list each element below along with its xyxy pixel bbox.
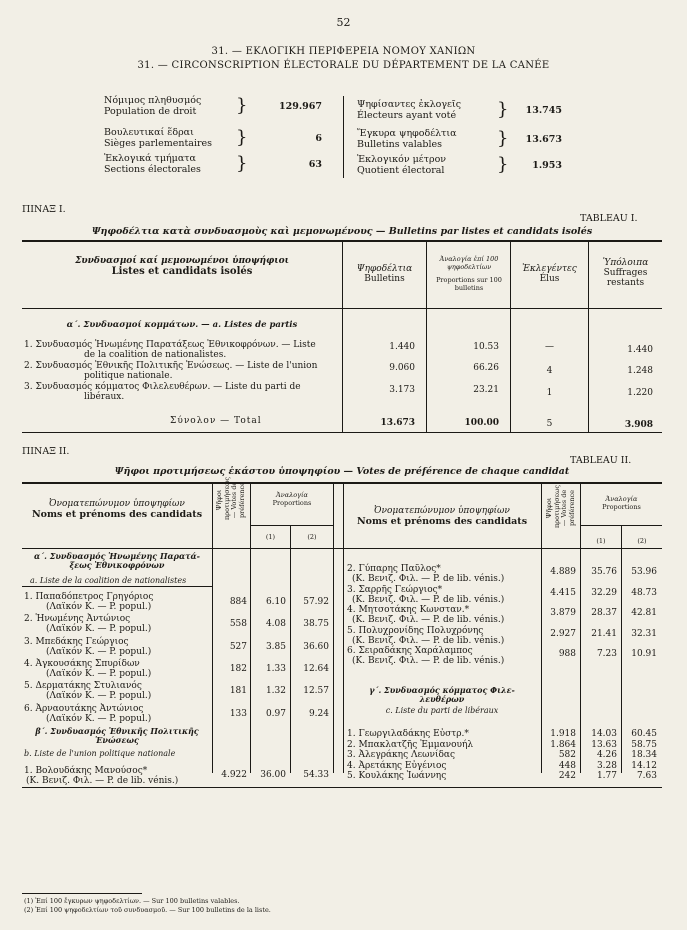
summary-value: 1.953 [532, 160, 562, 171]
title-french: 31. — CIRCONSCRIPTION ÉLECTORALE DU DÉPARTEMENT DE LA CANÉE [137, 60, 550, 71]
prop1-cell: 1.77 [596, 771, 617, 781]
candidate-name: 1. Παπαδόπετρος Γρηγόριος [24, 592, 154, 602]
table2-header-name-right: Ὀνοματεπώνυμον ὑποψηφίων Noms et prénoms des candidats [356, 506, 528, 527]
candidate-party: (Κ. Βενιζ. Φιλ. — P. de lib. vénis.) [352, 574, 505, 584]
brace: } [236, 127, 248, 148]
table2-section-c-sub: c. Liste du parti de libéraux [385, 706, 499, 715]
table2-label-gr: ΠΙΝΑΞ ΙΙ. [22, 446, 70, 457]
summary-label: Ἔγκυρα ψηφοδέλτια Bulletins valables [357, 128, 457, 150]
prop2-cell: 14.12 [631, 760, 657, 771]
candidate-name: 2. Μπακλατζῆς Ἐμμανουήλ [347, 739, 474, 750]
votes-cell: 181 [229, 686, 247, 697]
candidate-name: 3. Σαρρῆς Γεώργιος* [347, 584, 443, 595]
votes-cell: 527 [229, 641, 247, 652]
votes-cell: 2.927 [550, 628, 576, 639]
table1-title: Ψηφοδέλτια κατὰ συνδυασμοὺς καὶ μεμονωμένους — Bulletins par listes et candidats isolés [91, 226, 593, 237]
candidate-party: (Λαϊκόν Κ. — P. popul.) [46, 713, 152, 724]
candidate-name: 3. Ἀλεγράκης Λεωνίδας [347, 750, 456, 760]
votes-cell: 242 [558, 771, 576, 781]
candidate-name: 5. Δερματάκης Στυλιανός [24, 681, 142, 692]
candidate-party: (Λαϊκόν Κ. — P. popul.) [46, 624, 152, 635]
prop2-cell: 32.31 [631, 628, 657, 639]
candidate-name: 5. Πολυχρονίδης Πολυχρόνης [347, 625, 484, 636]
prop2-cell: 7.63 [636, 771, 657, 781]
prop1-cell: 21.41 [591, 628, 617, 639]
candidate-name: 2. Γύπαρης Παῦλος* [347, 564, 441, 574]
prop2-cell: 10.91 [631, 649, 657, 659]
table1-header-name: Συνδυασμοί καί μεμονωμένοι ὑποψήφιοι Listes et candidats isolés [75, 256, 289, 277]
table2-header-name-left: Ὀνοματεπώνυμον ὑποψηφίων Noms et prénoms des candidats [31, 499, 203, 520]
table2-section-b-sub: b. Liste de l'union politique nationale [24, 749, 176, 758]
candidate-party: (Κ. Βενιζ. Φιλ. — P. de lib. vénis.) [352, 594, 505, 605]
candidate-name: 4. Ἀρετάκης Εὐγένιος [347, 760, 447, 771]
prop1-cell: 1.32 [265, 686, 286, 697]
candidate-name: 6. Σειραδάκης Χαράλαμπος [347, 646, 473, 656]
table2-title: Ψῆφοι προτιμήσεως ἑκάστου ὑποψηφίου — Votes de préférence de chaque candidat [114, 466, 570, 477]
candidate-name: 4. Ἀγκουσάκης Σπυρίδων [24, 658, 140, 669]
table1-header-elus: Ἐκλεγέντες Élus [522, 264, 577, 284]
prop2-cell: 38.75 [303, 619, 329, 630]
votes-cell: 4.415 [550, 587, 576, 598]
prop2-cell: 48.73 [631, 587, 657, 598]
prop2-cell: 57.92 [303, 597, 329, 607]
votes-cell: 4.889 [550, 567, 576, 577]
votes-cell: 558 [229, 619, 247, 630]
table2-header-votes-left: Ψῆφοι προτιμήσεως — Votes de préférence [215, 476, 246, 520]
votes-cell: 1.918 [550, 729, 576, 739]
summary-value: 6 [315, 133, 322, 144]
brace: } [497, 154, 509, 175]
brace: } [497, 128, 509, 149]
votes-cell: 182 [229, 663, 247, 674]
prop2-cell: 53.96 [631, 567, 657, 577]
prop2-cell: 18.34 [631, 750, 657, 760]
table1-label-gr: ΠΙΝΑΞ Ι. [22, 204, 66, 215]
table2-section-a-title: α΄. Συνδυασμός Ἡνωμένης Παρατά- ξεως Ἐθνικοφρόνων [34, 551, 200, 570]
candidate-name: 6. Ἀρναουτάκης Ἀντώνιος [24, 703, 144, 714]
brace: } [497, 99, 509, 120]
summary-label: Νόμιμος πληθυσμός Population de droit [104, 95, 202, 117]
votes-cell: 884 [229, 597, 247, 607]
candidate-party: (Λαϊκόν Κ. — P. popul.) [46, 646, 152, 657]
candidate-party: (Λαϊκόν Κ. — P. popul.) [46, 691, 152, 702]
table2-header-prop-right: Ἀναλογία Proportions [602, 495, 641, 511]
prop1-cell: 14.03 [591, 729, 617, 739]
brace: } [236, 95, 248, 116]
candidate-name: 3. Μπεδάκης Γεώργιος [24, 636, 129, 647]
summary-label: Ἐκλογικά τμήματα Sections électorales [104, 153, 201, 175]
table2-col2-right: (2) [637, 537, 647, 545]
prop1-cell: 13.63 [591, 739, 617, 750]
table2-col1-left: (1) [265, 533, 276, 541]
prop2-cell: 9.24 [308, 708, 329, 719]
candidate-party: (Κ. Βενιζ. Φιλ. — P. de lib. vénis.) [352, 635, 505, 646]
votes-cell: 3.879 [550, 608, 576, 618]
table2-header-prop-left: Ἀναλογία Proportions [272, 491, 312, 507]
title-greek: 31. — ΕΚΛΟΓΙΚΗ ΠΕΡΙΦΕΡΕΙΑ ΝΟΜΟΥ ΧΑΝΙΩΝ [211, 46, 476, 57]
table1-section: α΄. Συνδυασμοί κομμάτων. — a. Listes de partis [66, 320, 298, 330]
table1-label-fr: TABLEAU I. [580, 213, 638, 224]
table1-header-bulletins: Ψηφοδέλτια Bulletins [356, 264, 413, 284]
table2-section-c-title: γ΄. Συνδυασμός κόμματος Φιλε- λευθέρων [369, 685, 515, 704]
candidate-name: 1. Γεωργιλαδάκης Εὐστρ.* [347, 729, 469, 739]
page-number: 52 [336, 16, 351, 29]
table1-header-rest: Ὑπόλοιπα Suffrages restants [602, 258, 649, 288]
prop1-cell: 3.28 [596, 760, 617, 771]
summary-value: 63 [308, 159, 322, 170]
table2-label-fr: TABLEAU II. [570, 455, 632, 466]
votes-cell: 133 [229, 708, 247, 719]
brace: } [236, 153, 248, 174]
votes-cell: 448 [558, 760, 576, 771]
summary-value: 13.745 [525, 105, 562, 116]
table2-section-b-title: β΄. Συνδυασμός Ἐθνικῆς Πολιτικῆς Ἑνώσεως [35, 726, 199, 745]
footnote-2: (2) Ἐπί 100 ψηφοδελτίων τοῦ συνδυασμοῦ. — Sur 100 bulletins de la liste. [24, 906, 271, 914]
prop1-cell: 6.10 [265, 597, 286, 607]
candidate-name: 4. Μητσοτάκης Κωνσταν.* [347, 605, 470, 615]
prop1-cell: 35.76 [591, 567, 617, 577]
summary-value: 13.673 [525, 134, 562, 145]
prop2-cell: 60.45 [631, 729, 657, 739]
votes-cell: 1.864 [550, 739, 576, 750]
prop2-cell: 36.60 [303, 641, 329, 652]
votes-cell: 988 [558, 649, 576, 659]
prop2-cell: 42.81 [631, 608, 657, 618]
table1-header-prop: Ἀναλογία ἐπί 100 ψηφοδελτίων Proportions sur 100 bulletins [436, 255, 502, 292]
prop1-cell: 4.26 [596, 750, 617, 760]
summary-label: Βουλευτικαί ἕδραι Sièges parlementaires [104, 127, 213, 149]
candidate-party: (Λαϊκόν Κ. — P. popul.) [46, 602, 152, 612]
prop1-cell: 3.85 [265, 641, 286, 652]
candidate-party: (Κ. Βενιζ. Φιλ. — P. de lib. vénis.) [352, 656, 505, 666]
table2-header-votes-right: Ψῆφοι προτιμήσεως — Votes de préférence [545, 484, 576, 528]
prop2-cell: 58.75 [631, 739, 657, 750]
prop1-cell: 1.33 [265, 663, 286, 674]
candidate-name: 2. Ἡνωμένης Ἀντώνιος [24, 614, 131, 625]
table2-col1-right: (1) [596, 537, 606, 545]
prop2-cell: 12.64 [303, 663, 329, 674]
summary-label: Ψηφίσαντες ἐκλογεῖς Électeurs ayant voté [357, 99, 462, 121]
prop1-cell: 0.97 [265, 708, 286, 719]
prop1-cell: 32.29 [591, 587, 617, 598]
candidate-party: (Κ. Βενιζ. Φιλ. — P. de lib. vénis.) [352, 615, 505, 625]
candidate-party: (Λαϊκόν Κ. — P. popul.) [46, 668, 152, 679]
summary-value: 129.967 [279, 101, 322, 112]
votes-cell: 582 [558, 750, 576, 760]
prop1-cell: 7.23 [596, 649, 617, 659]
candidate-name: 5. Κουλάκης Ἰωάννης [347, 771, 447, 781]
prop1-cell: 4.08 [265, 619, 286, 630]
table2-col2-left: (2) [307, 533, 317, 541]
table2-section-a-sub: a. Liste de la coalition de nationalistes [30, 576, 187, 585]
prop2-cell: 12.57 [303, 686, 329, 697]
prop1-cell: 28.37 [591, 608, 617, 618]
footnote-1: (1) Ἐπί 100 ἔγκυρων ψηφοδελτίων. — Sur 100 bulletins valables. [24, 897, 240, 905]
summary-label: Ἐκλογικόν μέτρον Quotient électoral [357, 154, 447, 176]
